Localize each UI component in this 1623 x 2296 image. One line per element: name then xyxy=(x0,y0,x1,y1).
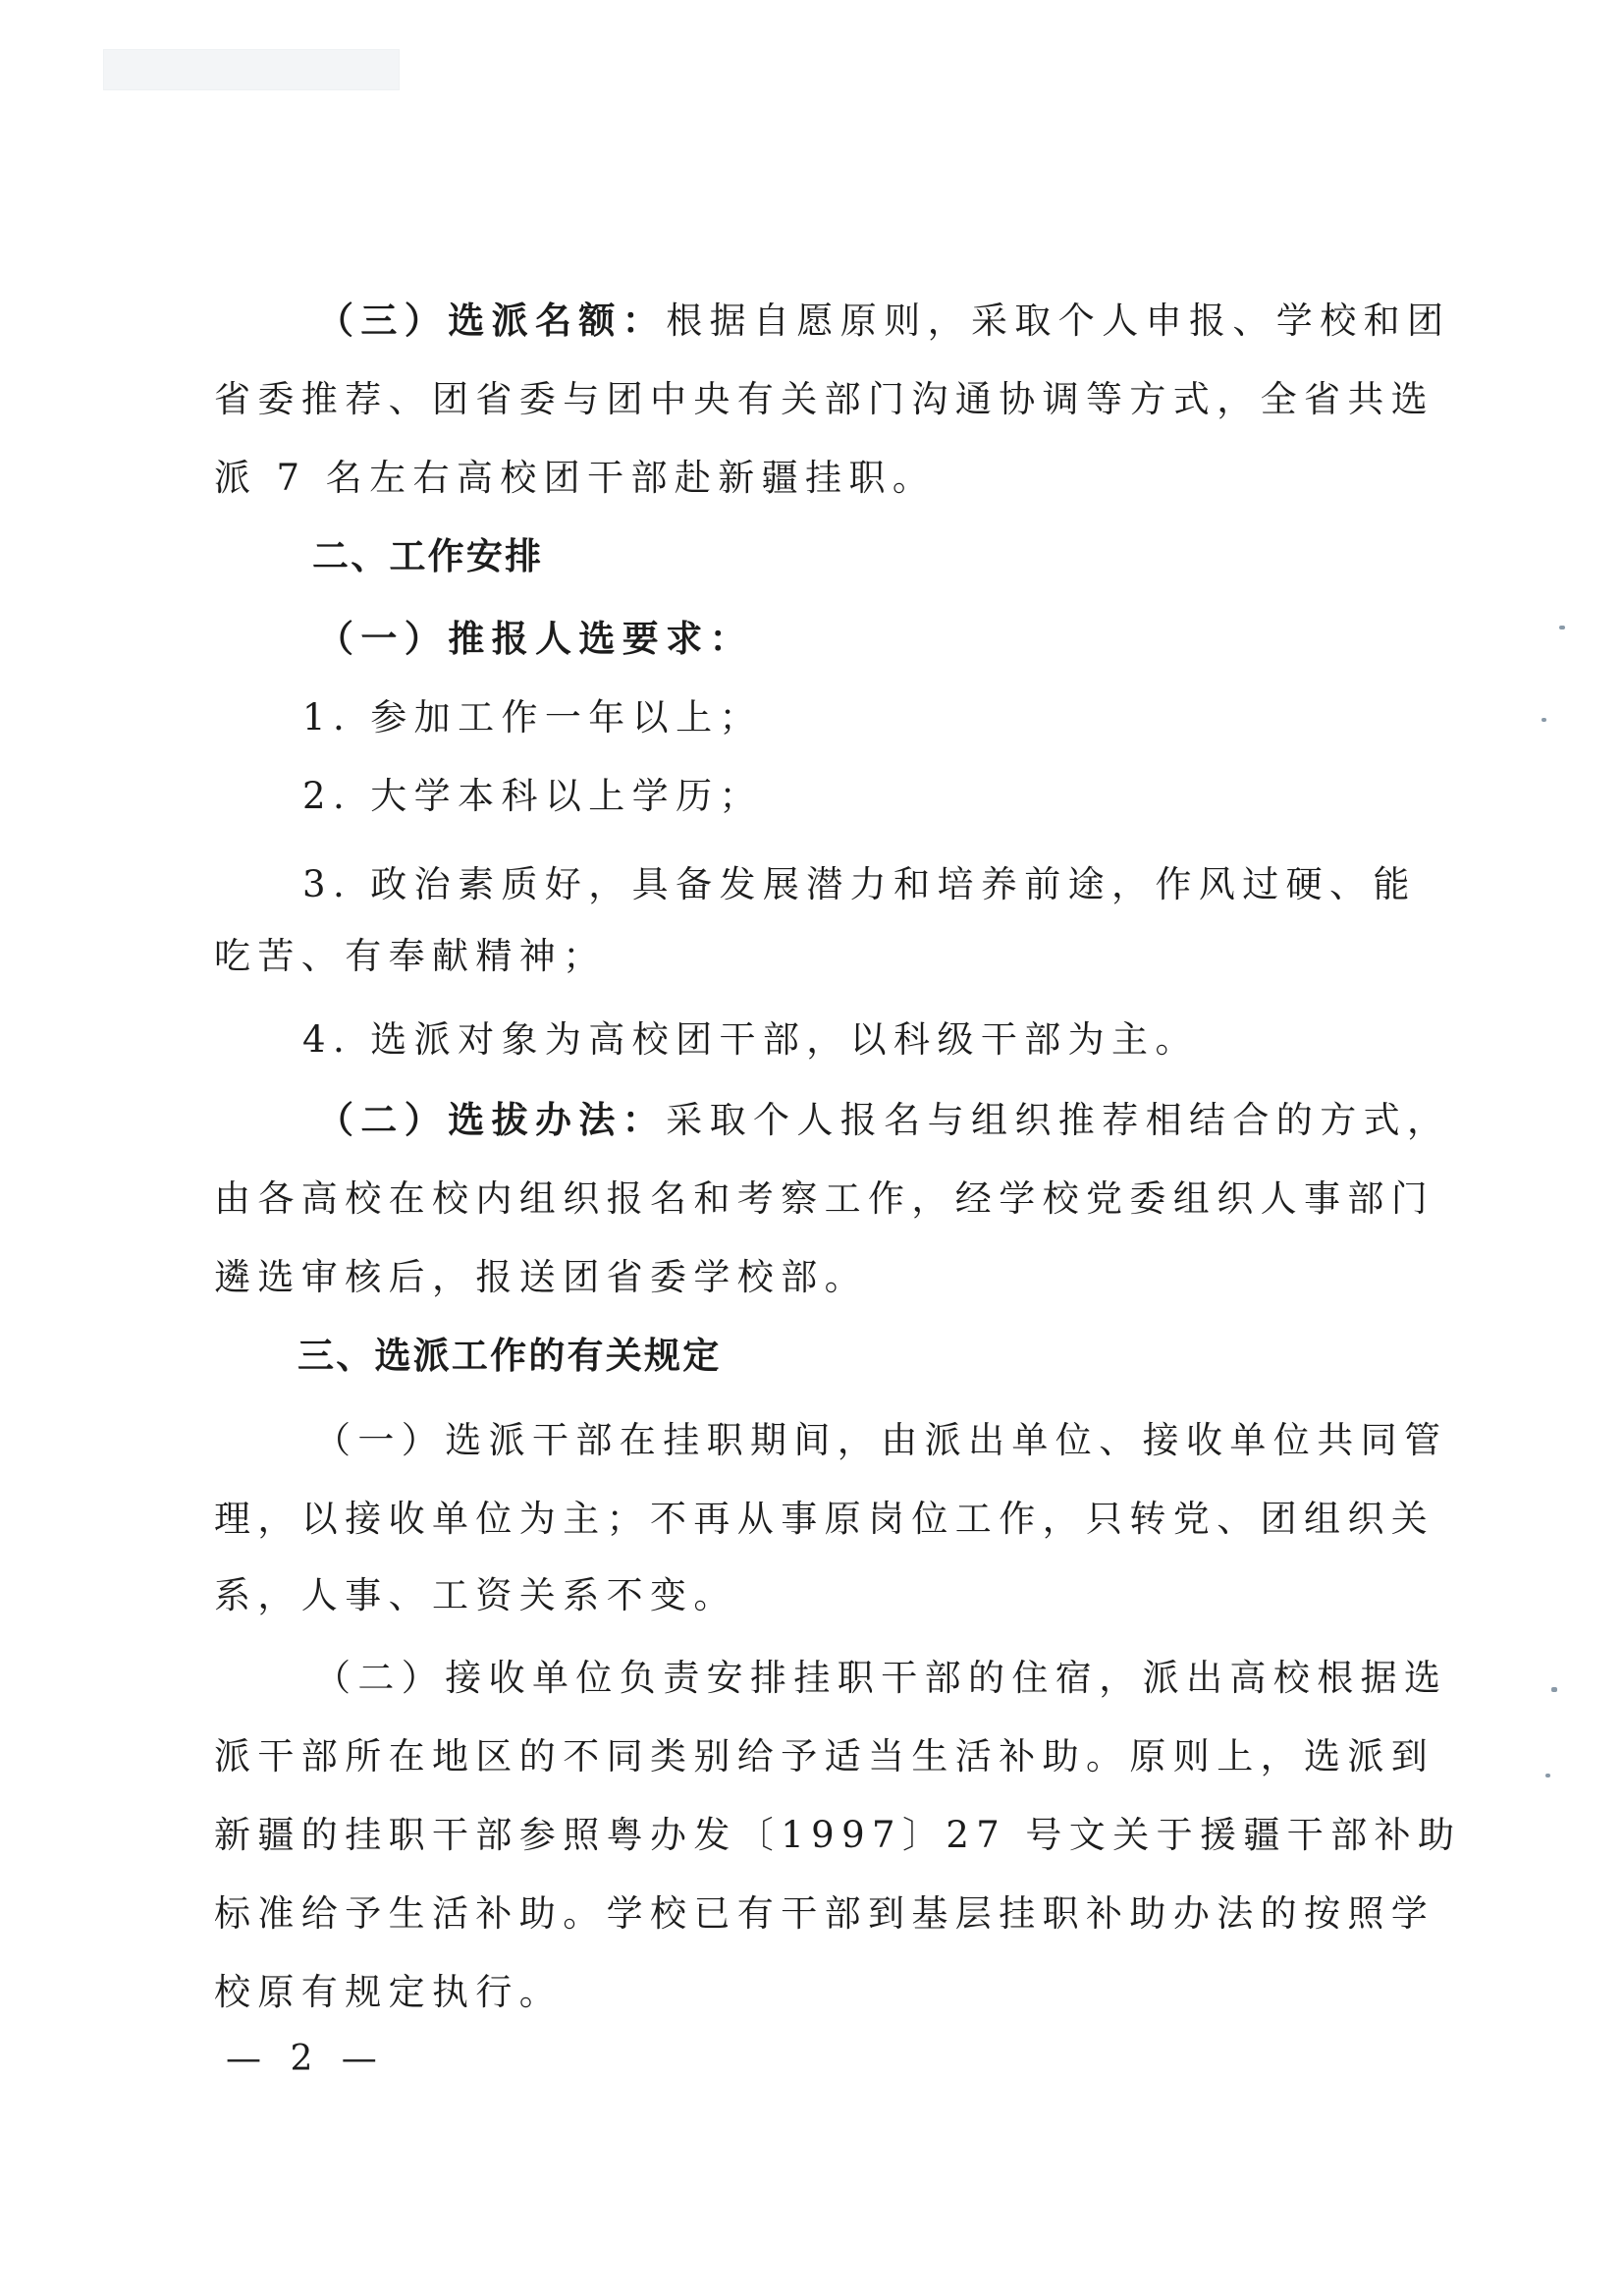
paragraph-line: 省委推荐、团省委与团中央有关部门沟通协调等方式，全省共选 xyxy=(214,378,1435,420)
paragraph-line xyxy=(317,1098,1520,1141)
paragraph-line xyxy=(317,299,1520,342)
paragraph-line: 新疆的挂职干部参照粤办发〔1997〕27 号文关于援疆干部补助 xyxy=(214,1814,1462,1856)
paragraph-line: （一）选派干部在挂职期间，由派出单位、接收单位共同管 xyxy=(314,1419,1448,1461)
list-item: 1. 参加工作一年以上； xyxy=(302,696,763,738)
scan-speck xyxy=(1551,1687,1557,1692)
page-number: — 2 — xyxy=(226,2039,386,2079)
paragraph-line: （二）接收单位负责安排挂职干部的住宿，派出高校根据选 xyxy=(314,1657,1448,1699)
scan-speck xyxy=(1542,718,1546,722)
paragraph-line: 系，人事、工资关系不变。 xyxy=(214,1574,737,1616)
list-item-continued: 吃苦、有奉献精神； xyxy=(214,935,607,977)
subheading-requirements: （一）推报人选要求： xyxy=(317,617,753,660)
body-text: 采取个人报名与组织推荐相结合的方式， xyxy=(666,1099,1451,1141)
body-text: 根据自愿原则，采取个人申报、学校和团 xyxy=(666,300,1451,342)
paragraph-line: 遴选审核后，报送团省委学校部。 xyxy=(214,1256,868,1298)
subheading-selection-method: （二）选拔办法： xyxy=(317,1098,667,1141)
list-item: 2. 大学本科以上学历； xyxy=(302,775,763,817)
paragraph-line: 派干部所在地区的不同类别给予适当生活补助。原则上，选派到 xyxy=(214,1735,1435,1777)
paragraph-line: 校原有规定执行。 xyxy=(214,1971,564,2013)
scan-speck xyxy=(1559,626,1565,629)
paragraph-line: 理，以接收单位为主；不再从事原岗位工作，只转党、团组织关 xyxy=(214,1498,1435,1540)
paragraph-line: 标准给予生活补助。学校已有干部到基层挂职补助办法的按照学 xyxy=(214,1892,1435,1935)
list-item: 4. 选派对象为高校团干部，以科级干部为主。 xyxy=(302,1018,1199,1061)
list-item: 3. 政治素质好，具备发展潜力和培养前途，作风过硬、能 xyxy=(302,863,1417,905)
paragraph-line: 派 7 名左右高校团干部赴新疆挂职。 xyxy=(214,457,937,499)
section-heading-regulations: 三、选派工作的有关规定 xyxy=(298,1335,722,1377)
scan-speck xyxy=(1545,1774,1550,1777)
subheading-quota: （三）选派名额： xyxy=(317,299,667,342)
section-heading-work-arrangement: 二、工作安排 xyxy=(312,535,544,577)
scan-artifact xyxy=(103,49,400,90)
paragraph-line: 由各高校在校内组织报名和考察工作，经学校党委组织人事部门 xyxy=(214,1177,1435,1220)
